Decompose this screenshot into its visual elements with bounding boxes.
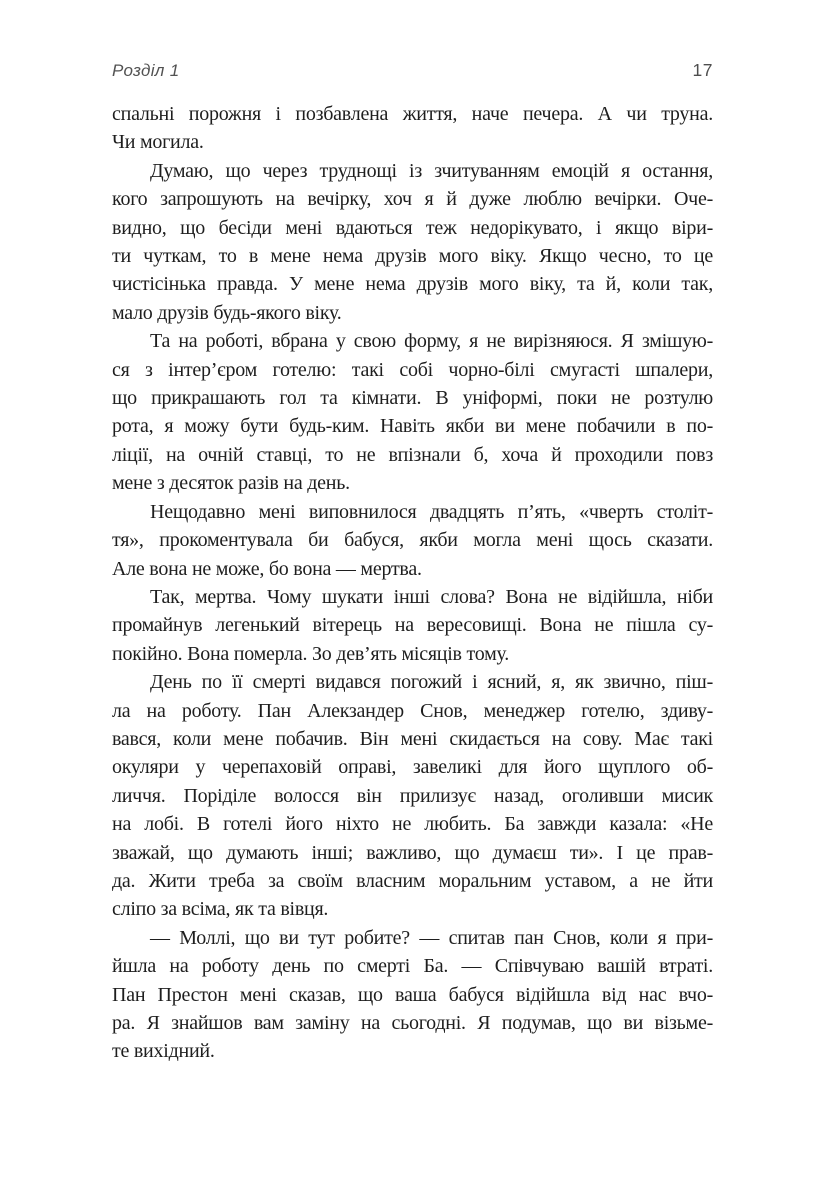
text-line: що прикрашають гол та кімнати. В уніформі, поки не розтулю (112, 387, 713, 410)
text-line: Пан Престон мені сказав, що ваша бабуся відійшла від нас вчо- (112, 983, 713, 1006)
paragraph (112, 327, 713, 497)
text-line: те вихідний. (112, 1040, 215, 1063)
text-line: покійно. Вона померла. Зо дев’ять місяців тому. (112, 642, 509, 665)
paragraph (112, 498, 713, 583)
text-line: Нещодавно мені виповнилося двадцять п’ять, «чверть століт- (150, 500, 713, 523)
text-line: мене з десяток разів на день. (112, 472, 350, 495)
text-line: ра. Я знайшов вам заміну на сьогодні. Я подумав, що ви візьме- (112, 1012, 713, 1034)
text-line: Так, мертва. Чому шукати інші слова? Вона не відійшла, ніби (150, 585, 713, 608)
text-line: Чи могила. (112, 131, 204, 154)
page-number: 17 (692, 60, 713, 80)
text-line: Думаю, що через труднощі із зчитуванням емоцій я остання, (150, 159, 713, 182)
text-line: ся з інтер’єром готелю: такі собі чорно-білі смугасті шпалери, (112, 358, 713, 381)
text-line: ла на роботу. Пан Алекзандер Снов, менеджер готелю, здиву- (112, 699, 713, 722)
text-line: сліпо за всіма, як та вівця. (112, 898, 329, 921)
paragraph (112, 924, 713, 1066)
text-line: на лобі. В готелі його ніхто не любить. Ба завжди казала: «Не (112, 813, 713, 836)
paragraph (112, 100, 713, 157)
text-line: окуляри у черепаховій оправі, завеликі для його щуплого об- (112, 756, 713, 779)
text-line: День по її смерті видався погожий і ясний, я, як звично, піш- (150, 671, 713, 694)
text-line: Але вона не може, бо вона — мертва. (112, 557, 422, 580)
text-line: видно, що бесіди мені вдаються теж недорікувато, і якщо віри- (112, 216, 713, 239)
text-line: да. Жити треба за своїм власним моральним уставом, а не йти (112, 869, 713, 892)
paragraph (112, 583, 713, 668)
paragraph (112, 668, 713, 924)
text-line: Та на роботі, вбрана у свою форму, я не вирізняюся. Я змішую- (150, 330, 713, 353)
text-line: кого запрошують на вечірку, хоч я й дуже люблю вечірки. Оче- (112, 188, 713, 211)
text-line: вався, коли мене побачив. Він мені скидається на сову. Має такі (112, 727, 713, 750)
running-header (112, 60, 713, 81)
text-line: чистісінька правда. У мене нема друзів мого віку, та й, коли так, (112, 273, 713, 296)
paragraph (112, 157, 713, 327)
text-line: зважай, що думають інші; важливо, що думаєш ти». І це прав- (112, 841, 713, 864)
text-line: тя», прокоментувала би бабуся, якби могла мені щось сказати. (112, 529, 713, 552)
text-line: — Моллі, що ви тут робите? — спитав пан Снов, коли я при- (150, 926, 713, 949)
text-line: ти чуткам, то в мене нема друзів мого віку. Якщо чесно, то це (112, 245, 713, 268)
body-text-block (112, 100, 713, 1066)
text-line: спальні порожня і позбавлена життя, наче печера. А чи труна. (112, 103, 713, 125)
text-line: личчя. Поріділе волосся він прилизує назад, оголивши мисик (112, 784, 713, 807)
text-line: промайнув легенький вітерець на вересовищі. Вона не пішла су- (112, 614, 713, 637)
text-line: ліції, на очній ставці, то не впізнали б, хоча й проходили повз (112, 443, 713, 466)
running-head-chapter-label: Розділ 1 (112, 61, 180, 80)
text-line: мало друзів будь-якого віку. (112, 301, 342, 324)
text-line: йшла на роботу день по смерті Ба. — Співчуваю вашій втраті. (112, 955, 713, 978)
text-line: рота, я можу бути будь-ким. Навіть якби ви мене побачили в по- (112, 415, 713, 438)
